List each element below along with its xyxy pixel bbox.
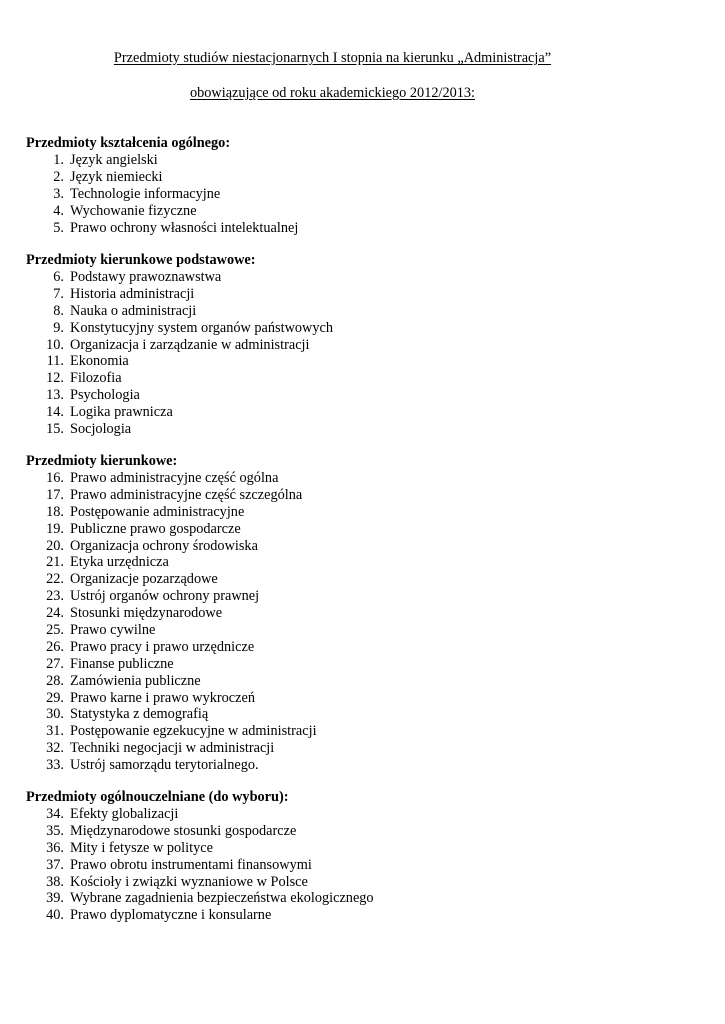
- document-title-line1: Przedmioty studiów niestacjonarnych I stopnia na kierunku „Administracja”: [113, 50, 552, 66]
- item-name: Język angielski: [70, 152, 158, 168]
- item-number: 27.: [46, 655, 64, 672]
- list-item: [26, 605, 706, 622]
- section-university-electives: [26, 789, 706, 924]
- section-heading: Przedmioty kierunkowe:: [26, 453, 178, 469]
- item-number: 25.: [46, 622, 64, 639]
- item-name: Organizacje pozarządowe: [70, 571, 218, 588]
- item-number: 37.: [46, 856, 64, 873]
- list-item: [26, 857, 706, 874]
- list-item: [26, 203, 706, 220]
- item-name: Język niemiecki: [70, 168, 163, 185]
- list-item: [26, 806, 706, 823]
- item-name: Prawo dyplomatyczne i konsularne: [70, 907, 272, 924]
- list-item: [26, 622, 706, 639]
- item-number: 7.: [53, 285, 64, 302]
- list-item: [26, 723, 706, 740]
- list-item: [26, 690, 706, 707]
- list-item: [26, 840, 706, 857]
- item-number: 40.: [46, 907, 64, 924]
- item-name: Etyka urzędnicza: [70, 554, 169, 571]
- list-item: [26, 554, 706, 571]
- item-number: 5.: [53, 219, 64, 236]
- item-name: Prawo cywilne: [70, 622, 156, 639]
- list-item: [26, 286, 706, 303]
- item-number: 3.: [53, 185, 64, 202]
- item-number: 11.: [46, 353, 64, 370]
- item-name: Wychowanie fizyczne: [70, 202, 197, 219]
- list-item: [26, 303, 706, 320]
- list-item: [26, 470, 706, 487]
- item-number: 9.: [53, 319, 64, 336]
- item-name: Organizacja i zarządzanie w administracji: [70, 336, 310, 353]
- item-number: 6.: [53, 269, 64, 285]
- item-name: Konstytucyjny system organów państwowych: [70, 319, 334, 336]
- item-number: 34.: [46, 806, 64, 822]
- item-number: 38.: [46, 873, 64, 890]
- item-name: Postępowanie egzekucyjne w administracji: [70, 723, 317, 740]
- list-item: [26, 673, 706, 690]
- item-number: 26.: [46, 638, 64, 655]
- item-name: Mity i fetysze w polityce: [70, 839, 213, 856]
- item-number: 1.: [53, 152, 64, 168]
- list-item: [26, 220, 706, 237]
- item-name: Prawo pracy i prawo urzędnicze: [70, 638, 255, 655]
- item-number: 32.: [46, 740, 64, 757]
- item-name: Prawo administracyjne część szczególna: [70, 486, 303, 503]
- item-number: 28.: [46, 672, 64, 689]
- course-list: [26, 806, 706, 924]
- item-number: 19.: [46, 520, 64, 537]
- item-number: 22.: [46, 571, 64, 588]
- item-name: Postępowanie administracyjne: [70, 503, 245, 520]
- item-name: Historia administracji: [70, 285, 195, 302]
- list-item: [26, 740, 706, 757]
- list-item: [26, 487, 706, 504]
- item-name: Finanse publiczne: [70, 655, 174, 672]
- list-item: [26, 404, 706, 421]
- item-name: Zamówienia publiczne: [70, 672, 201, 689]
- item-name: Ustrój samorządu terytorialnego.: [70, 757, 259, 774]
- item-number: 30.: [46, 706, 64, 723]
- list-item: [26, 370, 706, 387]
- item-name: Techniki negocjacji w administracji: [70, 740, 275, 757]
- list-item: [26, 186, 706, 203]
- list-item: [26, 269, 706, 286]
- section-core: [26, 453, 706, 774]
- list-item: [26, 757, 706, 774]
- item-name: Prawo karne i prawo wykroczeń: [70, 689, 255, 706]
- course-list: [26, 152, 706, 236]
- item-name: Technologie informacyjne: [70, 185, 221, 202]
- item-number: 8.: [53, 302, 64, 319]
- list-item: [26, 387, 706, 404]
- item-name: Kościoły i związki wyznaniowe w Polsce: [70, 873, 308, 890]
- item-name: Statystyka z demografią: [70, 706, 209, 723]
- list-item: [26, 504, 706, 521]
- section-core-basic: [26, 252, 706, 438]
- list-item: [26, 874, 706, 891]
- item-number: 16.: [46, 470, 64, 486]
- section-heading: Przedmioty ogólnouczelniane (do wyboru):: [26, 789, 289, 805]
- list-item: [26, 706, 706, 723]
- item-name: Ekonomia: [70, 353, 129, 370]
- list-item: [26, 152, 706, 169]
- course-list: [26, 470, 706, 774]
- item-name: Wybrane zagadnienia bezpieczeństwa ekologicznego: [70, 890, 374, 907]
- item-name: Prawo ochrony własności intelektualnej: [70, 219, 299, 236]
- list-item: [26, 823, 706, 840]
- list-item: [26, 907, 706, 924]
- list-item: [26, 337, 706, 354]
- item-number: 33.: [46, 757, 64, 774]
- item-number: 24.: [46, 605, 64, 622]
- item-name: Międzynarodowe stosunki gospodarcze: [70, 822, 297, 839]
- item-number: 20.: [46, 537, 64, 554]
- item-name: Publiczne prawo gospodarcze: [70, 520, 241, 537]
- section-general-education: [26, 135, 706, 236]
- item-name: Logika prawnicza: [70, 404, 173, 421]
- list-item: [26, 320, 706, 337]
- document-title-line2: obowiązujące od roku akademickiego 2012/2013:: [189, 85, 476, 101]
- list-item: [26, 421, 706, 438]
- section-heading: Przedmioty kształcenia ogólnego:: [26, 135, 231, 151]
- item-number: 4.: [53, 202, 64, 219]
- item-name: Psychologia: [70, 387, 140, 404]
- item-number: 21.: [46, 554, 64, 571]
- list-item: [26, 571, 706, 588]
- list-item: [26, 353, 706, 370]
- item-name: Prawo administracyjne część ogólna: [70, 470, 279, 486]
- item-name: Ustrój organów ochrony prawnej: [70, 588, 260, 605]
- item-number: 31.: [46, 723, 64, 740]
- course-list: [26, 269, 706, 438]
- item-name: Stosunki międzynarodowe: [70, 605, 223, 622]
- item-number: 36.: [46, 839, 64, 856]
- item-number: 14.: [46, 404, 64, 421]
- item-number: 29.: [46, 689, 64, 706]
- list-item: [26, 521, 706, 538]
- item-number: 2.: [53, 168, 64, 185]
- item-number: 23.: [46, 588, 64, 605]
- list-item: [26, 639, 706, 656]
- item-name: Prawo obrotu instrumentami finansowymi: [70, 856, 312, 873]
- item-name: Organizacja ochrony środowiska: [70, 537, 258, 554]
- item-name: Nauka o administracji: [70, 302, 197, 319]
- item-number: 15.: [46, 421, 64, 438]
- item-number: 35.: [46, 822, 64, 839]
- item-number: 39.: [46, 890, 64, 907]
- list-item: [26, 169, 706, 186]
- item-name: Podstawy prawoznawstwa: [70, 269, 222, 285]
- list-item: [26, 656, 706, 673]
- item-number: 10.: [46, 336, 64, 353]
- list-item: [26, 890, 706, 907]
- section-heading: Przedmioty kierunkowe podstawowe:: [26, 252, 256, 268]
- item-number: 18.: [46, 503, 64, 520]
- item-number: 17.: [46, 486, 64, 503]
- item-number: 12.: [46, 370, 64, 387]
- item-number: 13.: [46, 387, 64, 404]
- item-name: Socjologia: [70, 421, 132, 438]
- item-name: Efekty globalizacji: [70, 806, 179, 822]
- list-item: [26, 538, 706, 555]
- list-item: [26, 588, 706, 605]
- item-name: Filozofia: [70, 370, 122, 387]
